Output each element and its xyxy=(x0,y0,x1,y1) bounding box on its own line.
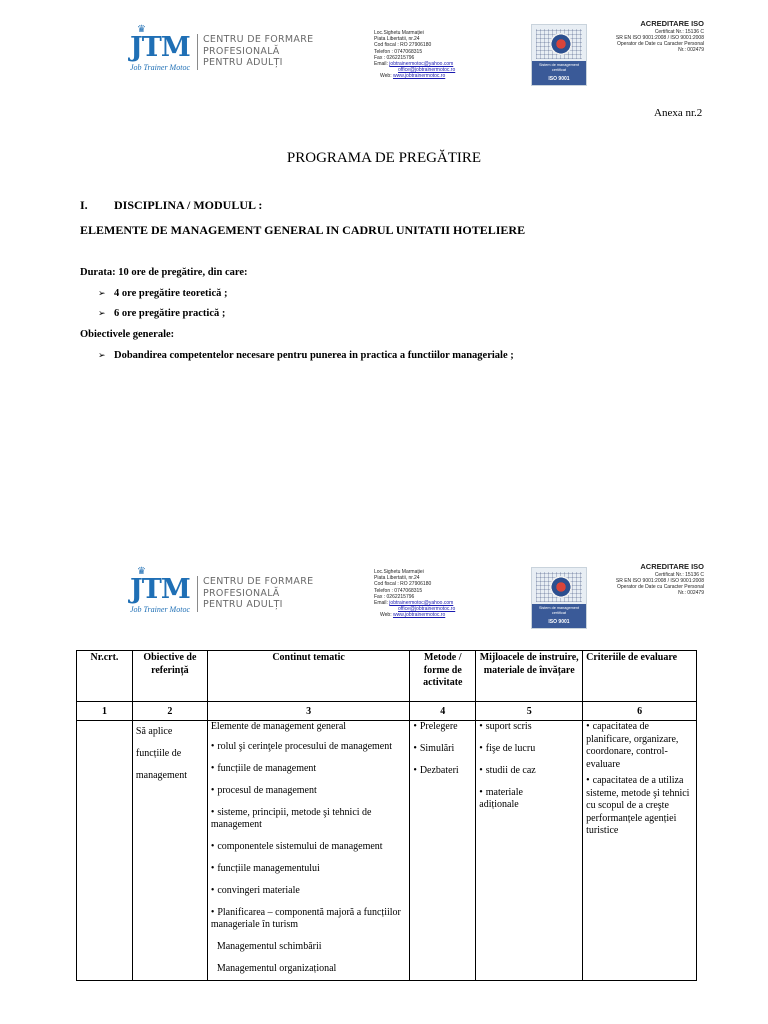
web-link[interactable]: www.jobtrainermotoc.ro xyxy=(392,73,446,80)
cert-seal-icon xyxy=(550,33,572,55)
duration-label: Durata: 10 ore de pregătire, din care: xyxy=(80,267,248,278)
table-header-row xyxy=(77,651,697,702)
column-number: 4 xyxy=(410,702,476,721)
logo-brand: JTM xyxy=(130,32,190,63)
logo-tagline: Job Trainer Motoc xyxy=(130,63,190,72)
duration-item: ➢ 4 ore pregătire teoretică ; xyxy=(98,288,228,299)
crown-icon: ♛ xyxy=(137,24,146,35)
logo-text: CENTRU DE FORMARE PROFESIONALĂ PENTRU ADULȚI xyxy=(203,34,314,68)
content-cell xyxy=(207,721,409,981)
criteria-item: • capacitatea de planificare, organizare, coordonare, control-evaluare xyxy=(586,721,693,771)
web-link[interactable]: www.jobtrainermotoc.ro xyxy=(392,612,446,619)
content-item: • funcțiile managementului xyxy=(211,863,406,875)
contact-block: Loc.Sighetu Marmației Piata Libertatii, nr.24 Cod fiscal : RO 27906180 Telefon : 0747068315 Fax : 0262215796 Email: jobtrainermotoc@yahoo.com office@jobtrainermotoc.ro Web: www.jobtrainermotoc.ro xyxy=(374,569,456,619)
duration-item: ➢ 6 ore pregătire practică ; xyxy=(98,308,226,319)
logo-divider xyxy=(197,34,198,70)
iso-certification-badge: Sistem de management certificat ISO 9001 xyxy=(531,567,587,629)
page-header-top xyxy=(0,19,768,110)
content-item: Managementul organizațional xyxy=(216,963,337,974)
means-item: • suport scris xyxy=(479,721,579,733)
page-header-second xyxy=(0,562,768,652)
content-item: • convingeri materiale xyxy=(211,885,406,897)
logo-text: CENTRU DE FORMARE PROFESIONALĂ PENTRU ADULȚI xyxy=(203,576,314,610)
means-cell xyxy=(476,721,583,981)
training-program-table xyxy=(76,650,697,981)
arrow-bullet-icon: ➢ xyxy=(98,309,106,319)
content-item: Managementul schimbării xyxy=(216,941,322,952)
content-item: • funcțiile de management xyxy=(211,763,406,775)
content-item: • Planificarea – componentă majoră a funcțiilor manageriale în turism xyxy=(211,907,406,931)
section-heading: I. DISCIPLINA / MODULUL : xyxy=(80,198,263,212)
row-number xyxy=(77,721,133,981)
criteria-cell xyxy=(583,721,697,981)
arrow-bullet-icon: ➢ xyxy=(98,351,106,361)
accreditation-block: ACREDITARE ISO Certificat Nr.: 15136 C SR EN ISO 9001:2008 / ISO 9001:2008 Operator de Date cu Caracter Personal Nr.: 002479 xyxy=(615,562,704,596)
contact-block: Loc.Sighetu Marmației Piata Libertatii, nr.24 Cod fiscal : RO 27906180 Telefon : 0747068315 Fax : 0262215796 Email: jobtrainermotoc@yahoo.com office@jobtrainermotoc.ro Web: www.jobtrainermotoc.ro xyxy=(374,30,456,80)
means-item: • materiale adiționale xyxy=(479,787,579,811)
column-header: Criteriile de evaluare xyxy=(583,651,697,702)
objective-item: ➢ Dobandirea competentelor necesare pentru punerea in practica a functiilor manageriale ; xyxy=(98,350,514,361)
iso-certification-badge: Sistem de management certificat ISO 9001 xyxy=(531,24,587,86)
content-item: • rolul şi cerinţele procesului de management xyxy=(211,741,406,753)
email-link-2[interactable]: office@jobtrainermotoc.ro xyxy=(398,606,456,613)
method-item: • Prelegere xyxy=(413,721,472,733)
column-number: 6 xyxy=(583,702,697,721)
means-item: • studii de caz xyxy=(479,765,579,777)
column-number: 2 xyxy=(132,702,207,721)
column-number: 1 xyxy=(77,702,133,721)
logo-divider xyxy=(197,576,198,612)
email-link-2[interactable]: office@jobtrainermotoc.ro xyxy=(398,67,456,74)
logo-brand: JTM xyxy=(130,574,190,605)
column-header: Nr.crt. xyxy=(77,651,133,702)
objectives-label: Obiectivele generale: xyxy=(80,329,175,340)
cert-seal-icon xyxy=(550,576,572,598)
annex-label: Anexa nr.2 xyxy=(654,107,703,119)
methods-cell xyxy=(410,721,476,981)
page-title: PROGRAMA DE PREGĂTIRE xyxy=(286,150,482,166)
method-item: • Simulări xyxy=(413,743,472,755)
means-item: • fişe de lucru xyxy=(479,743,579,755)
column-header: Obiective de referință xyxy=(132,651,207,702)
column-number-row xyxy=(77,702,697,721)
accreditation-block: ACREDITARE ISO Certificat Nr.: 15136 C SR EN ISO 9001:2008 / ISO 9001:2008 Operator de Date cu Caracter Personal Nr.: 002479 xyxy=(615,19,704,53)
criteria-item: • capacitatea de a utiliza sisteme, metode şi tehnici cu scopul de a creşte performanțele agenției turistice xyxy=(586,775,693,838)
method-item: • Dezbateri xyxy=(413,765,472,777)
content-heading: Elemente de management general xyxy=(210,721,347,732)
content-item: • componentele sistemului de management xyxy=(211,841,406,853)
column-header: Continut tematic xyxy=(207,651,409,702)
logo-tagline: Job Trainer Motoc xyxy=(130,605,190,614)
content-item: • procesul de management xyxy=(211,785,406,797)
content-item: • sisteme, principii, metode şi tehnici de management xyxy=(211,807,406,831)
module-title: ELEMENTE DE MANAGEMENT GENERAL IN CADRUL UNITATII HOTELIERE xyxy=(80,223,526,237)
email-link-1[interactable]: jobtrainermotoc@yahoo.com xyxy=(389,600,454,607)
crown-icon: ♛ xyxy=(137,566,146,577)
email-link-1[interactable]: jobtrainermotoc@yahoo.com xyxy=(389,61,454,68)
arrow-bullet-icon: ➢ xyxy=(98,289,106,299)
column-header: Mijloacele de instruire, materiale de învățare xyxy=(476,651,583,702)
column-number: 3 xyxy=(207,702,409,721)
objective-cell: Să aplice funcțiile de management xyxy=(132,721,207,981)
column-header: Metode / forme de activitate xyxy=(410,651,476,702)
column-number: 5 xyxy=(476,702,583,721)
table-row xyxy=(77,721,697,981)
